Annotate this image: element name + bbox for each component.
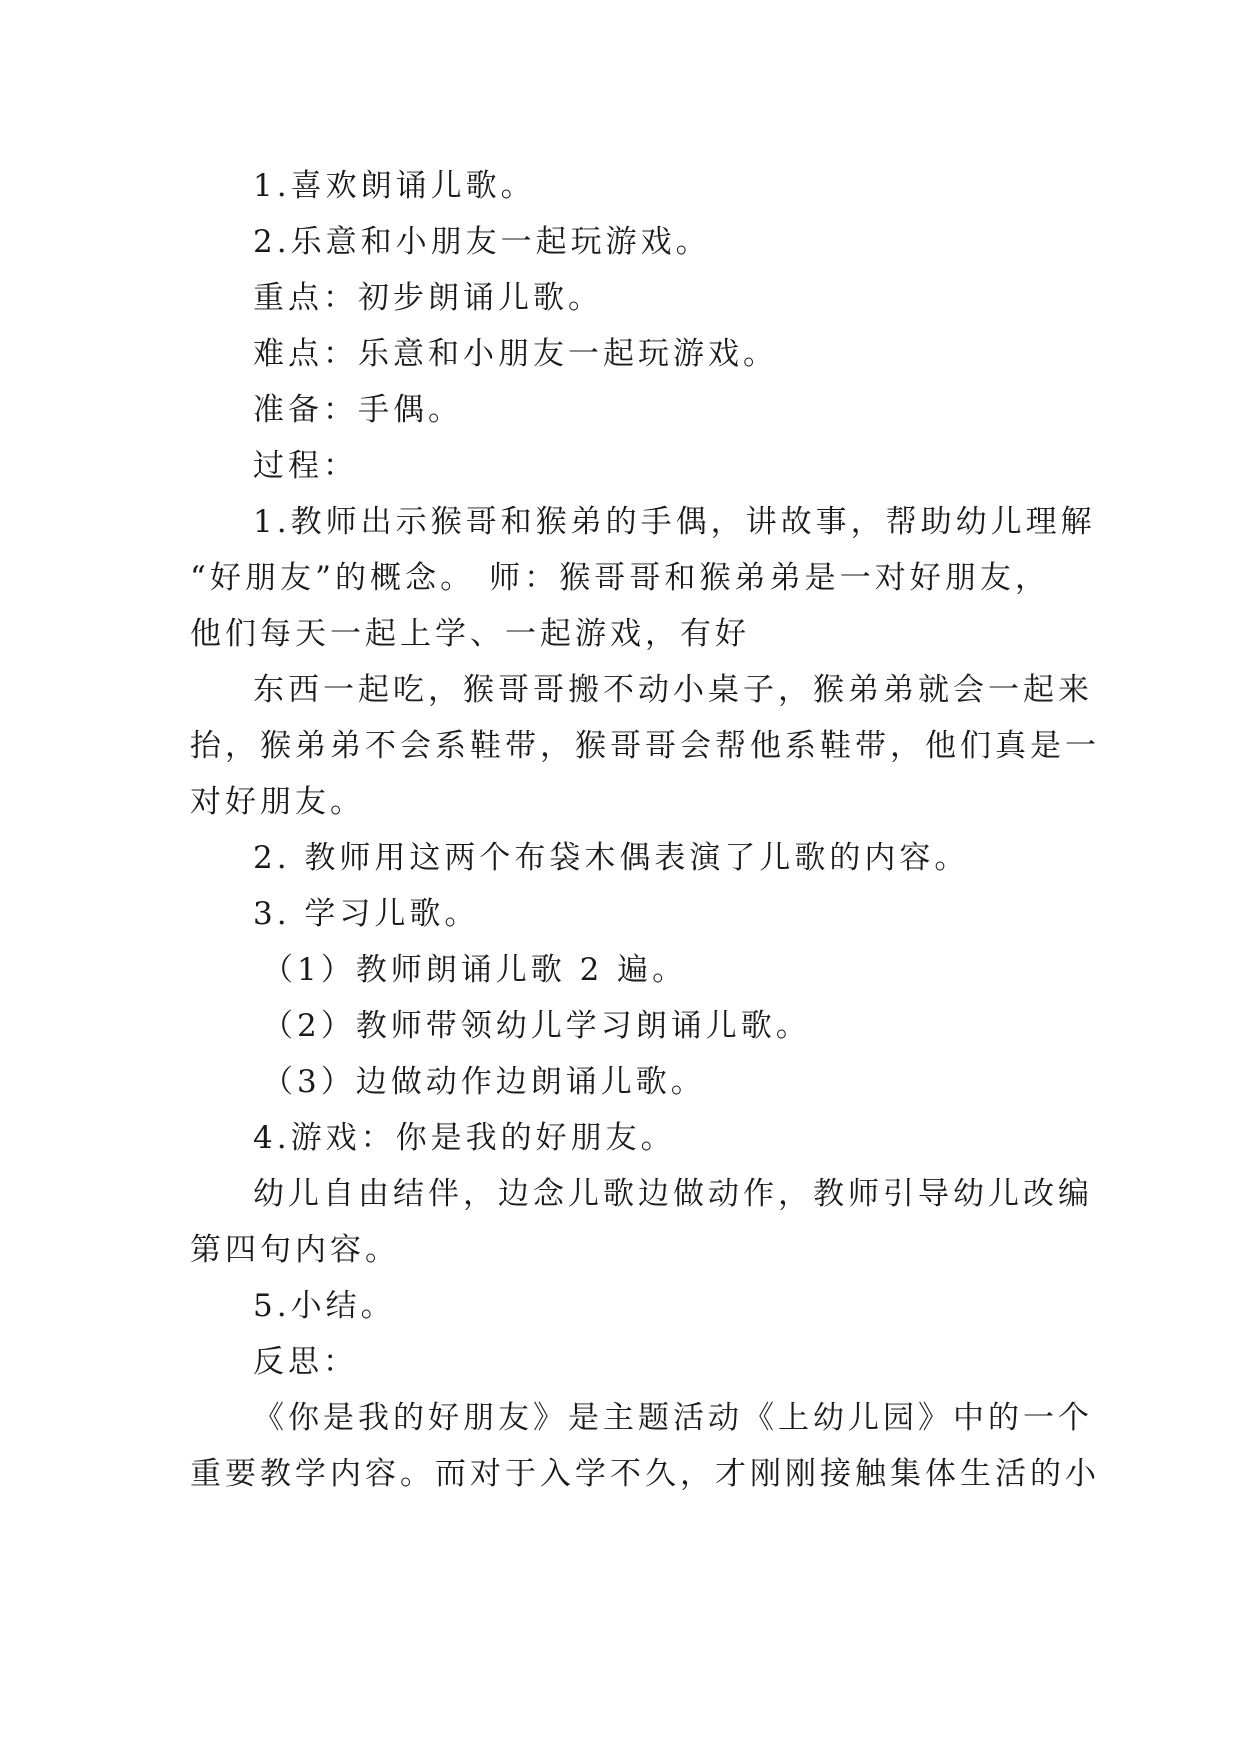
process-step-1-line-2: “好朋友”的概念。 师：猴哥哥和猴弟弟是一对好朋友， <box>190 560 1050 596</box>
preparation: 准备：手偶。 <box>253 392 463 428</box>
process-step-1-line-1: 1.教师出示猴哥和猴弟的手偶，讲故事，帮助幼儿理解 <box>253 504 1096 540</box>
process-step-3-sub-3: （3）边做动作边朗诵儿歌。 <box>262 1064 706 1100</box>
process-step-3: 3. 学习儿歌。 <box>253 896 480 932</box>
process-heading: 过程： <box>253 448 358 484</box>
process-step-1-line-4: 东西一起吃，猴哥哥搬不动小桌子，猴弟弟就会一起来 <box>253 672 1093 708</box>
process-step-1-line-3: 他们每天一起上学、一起游戏，有好 <box>190 616 750 652</box>
process-step-3-sub-2: （2）教师带领幼儿学习朗诵儿歌。 <box>262 1008 811 1044</box>
process-step-2: 2. 教师用这两个布袋木偶表演了儿歌的内容。 <box>253 840 970 876</box>
objective-2: 2.乐意和小朋友一起玩游戏。 <box>253 224 711 260</box>
process-step-4: 4.游戏：你是我的好朋友。 <box>253 1120 676 1156</box>
objective-1: 1.喜欢朗诵儿歌。 <box>253 168 536 204</box>
process-step-3-sub-1: （1）教师朗诵儿歌 2 遍。 <box>262 952 688 988</box>
process-step-4-desc-line-1: 幼儿自由结伴，边念儿歌边做动作，教师引导幼儿改编 <box>253 1176 1093 1212</box>
process-step-5: 5.小结。 <box>253 1288 396 1324</box>
difficult-point: 难点：乐意和小朋友一起玩游戏。 <box>253 336 778 372</box>
reflection-line-2: 重要教学内容。而对于入学不久，才刚刚接触集体生活的小 <box>190 1456 1100 1492</box>
reflection-heading: 反思： <box>253 1344 358 1380</box>
process-step-1-line-5: 抬，猴弟弟不会系鞋带，猴哥哥会帮他系鞋带，他们真是一 <box>190 728 1100 764</box>
process-step-4-desc-line-2: 第四句内容。 <box>190 1232 400 1268</box>
process-step-1-line-6: 对好朋友。 <box>190 784 365 820</box>
reflection-line-1: 《你是我的好朋友》是主题活动《上幼儿园》中的一个 <box>253 1400 1093 1436</box>
key-point: 重点：初步朗诵儿歌。 <box>253 280 603 316</box>
